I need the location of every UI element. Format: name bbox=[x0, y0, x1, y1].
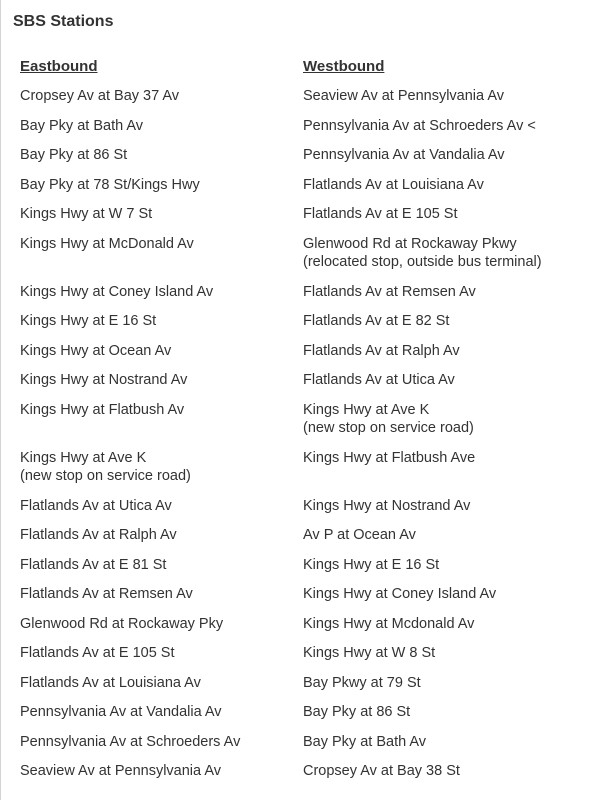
westbound-stop: Bay Pky at Bath Av bbox=[303, 733, 427, 750]
westbound-stop: Av P at Ocean Av bbox=[303, 527, 416, 543]
eastbound-stop: Kings Hwy at Coney Island Av bbox=[20, 283, 214, 300]
eastbound-stop: Glenwood Rd at Rockaway Pky bbox=[20, 615, 224, 632]
eastbound-stop: Bay Pky at 86 St bbox=[20, 147, 128, 163]
westbound-stop: Glenwood Rd at Rockaway Pkwy (relocated stop, outside bus terminal) bbox=[303, 235, 542, 270]
eastbound-stop: Pennsylvania Av at Schroeders Av bbox=[20, 733, 241, 750]
eastbound-stop: Kings Hwy at Nostrand Av bbox=[20, 372, 188, 388]
westbound-header: Westbound bbox=[303, 58, 385, 75]
eastbound-stop: Flatlands Av at Utica Av bbox=[20, 497, 172, 514]
eastbound-stop: Kings Hwy at W 7 St bbox=[20, 206, 153, 222]
westbound-stop: Kings Hwy at Mcdonald Av bbox=[303, 615, 475, 632]
westbound-column bbox=[303, 58, 588, 792]
westbound-stop: Kings Hwy at E 16 St bbox=[303, 556, 440, 573]
westbound-stop: Pennsylvania Av at Schroeders Av < bbox=[303, 117, 536, 134]
westbound-stop: Kings Hwy at Ave K (new stop on service road) bbox=[303, 401, 474, 436]
westbound-stop: Flatlands Av at Louisiana Av bbox=[303, 176, 484, 193]
eastbound-stop: Kings Hwy at Ave K (new stop on service road) bbox=[20, 449, 191, 484]
westbound-stop: Bay Pkwy at 79 St bbox=[303, 674, 421, 691]
eastbound-stop: Kings Hwy at E 16 St bbox=[20, 313, 157, 329]
eastbound-stop: Kings Hwy at Ocean Av bbox=[20, 342, 172, 359]
westbound-stop: Flatlands Av at Remsen Av bbox=[303, 283, 476, 300]
westbound-stop: Flatlands Av at E 105 St bbox=[303, 206, 458, 222]
eastbound-stop: Seaview Av at Pennsylvania Av bbox=[20, 763, 221, 779]
eastbound-stop: Bay Pky at Bath Av bbox=[20, 117, 144, 134]
eastbound-stop: Bay Pky at 78 St/Kings Hwy bbox=[20, 176, 200, 193]
westbound-stop: Kings Hwy at Nostrand Av bbox=[303, 497, 471, 514]
eastbound-stop: Pennsylvania Av at Vandalia Av bbox=[20, 704, 222, 720]
page-title: SBS Stations bbox=[13, 13, 114, 30]
westbound-stop: Cropsey Av at Bay 38 St bbox=[303, 763, 460, 779]
westbound-stop: Flatlands Av at Utica Av bbox=[303, 372, 455, 388]
eastbound-column bbox=[20, 58, 290, 792]
eastbound-stop: Flatlands Av at E 105 St bbox=[20, 645, 175, 661]
eastbound-stop: Flatlands Av at E 81 St bbox=[20, 556, 167, 573]
westbound-stop: Kings Hwy at W 8 St bbox=[303, 645, 436, 661]
eastbound-stop: Kings Hwy at Flatbush Av bbox=[20, 401, 185, 418]
westbound-stop: Kings Hwy at Coney Island Av bbox=[303, 586, 497, 602]
eastbound-header: Eastbound bbox=[20, 58, 98, 75]
eastbound-stop: Flatlands Av at Ralph Av bbox=[20, 527, 177, 543]
eastbound-stop: Flatlands Av at Remsen Av bbox=[20, 586, 193, 602]
westbound-stop: Pennsylvania Av at Vandalia Av bbox=[303, 147, 505, 163]
westbound-stop: Kings Hwy at Flatbush Ave bbox=[303, 449, 476, 466]
westbound-stop: Seaview Av at Pennsylvania Av bbox=[303, 88, 504, 104]
westbound-stop: Bay Pky at 86 St bbox=[303, 704, 411, 720]
eastbound-stop: Flatlands Av at Louisiana Av bbox=[20, 674, 201, 691]
eastbound-stop: Kings Hwy at McDonald Av bbox=[20, 235, 194, 252]
eastbound-stop: Cropsey Av at Bay 37 Av bbox=[20, 88, 180, 104]
westbound-stop: Flatlands Av at E 82 St bbox=[303, 313, 450, 329]
westbound-stop: Flatlands Av at Ralph Av bbox=[303, 342, 460, 359]
